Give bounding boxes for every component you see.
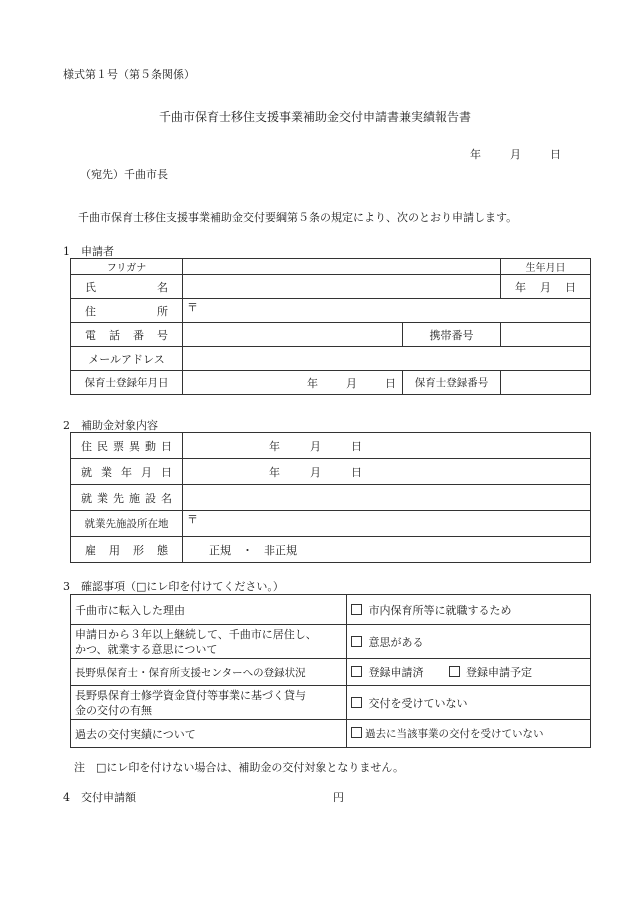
birth-year-label: 年 (515, 280, 526, 294)
addressee: （宛先）千曲市長 (80, 168, 168, 181)
facility-name-input[interactable] (183, 485, 591, 511)
item-line: 長野県保育士修学資金貸付等事業に基づく貸与 (75, 688, 306, 702)
reg-year-label: 年 (307, 376, 318, 390)
option-text: 登録申請済 (368, 666, 424, 679)
confirm-item-scholarship (71, 686, 347, 720)
date-year-label: 年 (470, 148, 481, 161)
confirm-option-residence[interactable] (347, 625, 591, 659)
employment-date-input[interactable] (183, 459, 591, 485)
confirmation-table (70, 594, 591, 748)
facility-address-input[interactable] (183, 511, 591, 537)
move-year-label: 年 (269, 439, 280, 453)
employ-year-label: 年 (269, 465, 280, 479)
confirm-item-residence (71, 625, 347, 659)
reg-month-label: 月 (346, 376, 357, 390)
option-text: 過去に当該事業の交付を受けていない (365, 728, 544, 740)
option-text: 登録申請予定 (466, 666, 532, 679)
amount-input[interactable] (160, 786, 330, 802)
facility-address-label: 就業先施設所在地 (71, 511, 183, 537)
employ-month-label: 月 (310, 465, 321, 479)
move-month-label: 月 (310, 439, 321, 453)
option-text: 市内保育所等に就職するため (368, 603, 512, 617)
checkbox[interactable] (351, 727, 362, 738)
facility-postal-mark: 〒 (187, 513, 198, 526)
page-title: 千曲市保育士移住支援事業補助金交付申請書兼実績報告書 (158, 110, 471, 124)
form-number: 様式第１号（第５条関係） (63, 68, 195, 81)
item-line: 金の交付の有無 (75, 703, 152, 717)
phone-label: 電話番号 (71, 323, 183, 347)
checkbox[interactable] (449, 666, 460, 677)
mobile-input[interactable] (501, 323, 591, 347)
confirm-option-reason[interactable] (347, 595, 591, 625)
registration-number-label: 保育士登録番号 (403, 371, 501, 395)
employ-day-label: 日 (351, 465, 362, 479)
intro-text: 千曲市保育士移住支援事業補助金交付要綱第５条の規定により、次のとおり申請します。 (78, 211, 518, 224)
move-date-label: 住民票異動日 (71, 433, 183, 459)
checkbox[interactable] (351, 636, 362, 647)
checkbox[interactable] (351, 666, 362, 677)
move-date-input[interactable] (183, 433, 591, 459)
furigana-label: フリガナ (71, 259, 183, 275)
applicant-table (70, 258, 591, 395)
confirm-item-history: 過去の交付実績について (71, 720, 347, 748)
section1-heading: 1 申請者 (63, 245, 114, 258)
birthdate-label: 生年月日 (501, 259, 591, 275)
confirm-item-reason: 千曲市に転入した理由 (71, 595, 347, 625)
address-label: 住 所 (71, 299, 183, 323)
employment-date-label: 就業年月日 (71, 459, 183, 485)
confirm-option-history[interactable] (347, 720, 591, 748)
checkbox[interactable] (351, 604, 362, 615)
amount-unit: 円 (333, 791, 344, 804)
date-month-label: 月 (510, 148, 521, 161)
section4-heading: 4 交付申請額 (63, 791, 136, 804)
date-day-label: 日 (550, 148, 561, 161)
registration-date-input[interactable] (183, 371, 403, 395)
email-label: メールアドレス (71, 347, 183, 371)
employment-type-label: 雇用形態 (71, 537, 183, 563)
option-text: 意思がある (368, 635, 424, 649)
furigana-input[interactable] (183, 259, 501, 275)
confirm-option-registration[interactable] (347, 659, 591, 686)
birth-month-label: 月 (540, 280, 551, 294)
item-line: 申請日から３年以上継続して、千曲市に居住し、 (75, 627, 317, 641)
confirm-option-scholarship[interactable] (347, 686, 591, 720)
name-label: 氏 名 (71, 275, 183, 299)
checkbox[interactable] (351, 697, 362, 708)
phone-input[interactable] (183, 323, 403, 347)
subsidy-content-table (70, 432, 591, 563)
section2-heading: 2 補助金対象内容 (63, 419, 158, 432)
name-input[interactable] (183, 275, 501, 299)
postal-mark: 〒 (187, 301, 198, 314)
registration-number-input[interactable] (501, 371, 591, 395)
move-day-label: 日 (351, 439, 362, 453)
item-line: かつ、就業する意思について (75, 642, 218, 656)
submission-date[interactable] (470, 146, 561, 162)
address-input[interactable] (183, 299, 591, 323)
section3-heading: 3 確認事項（□にレ印を付けてください。） (63, 580, 284, 593)
birth-day-label: 日 (565, 280, 576, 294)
email-input[interactable] (183, 347, 591, 371)
confirm-item-registration: 長野県保育士・保育所支援センターへの登録状況 (71, 659, 347, 686)
option-text: 交付を受けていない (368, 696, 468, 710)
confirmation-note: 注 □にレ印を付けない場合は、補助金の交付対象となりません。 (74, 761, 405, 774)
registration-date-label: 保育士登録年月日 (71, 371, 183, 395)
mobile-label: 携帯番号 (403, 323, 501, 347)
birthdate-input[interactable] (501, 275, 591, 299)
employment-type-options[interactable]: 正規 ・ 非正規 (183, 537, 591, 563)
reg-day-label: 日 (385, 376, 396, 390)
facility-name-label: 就業先施設名 (71, 485, 183, 511)
